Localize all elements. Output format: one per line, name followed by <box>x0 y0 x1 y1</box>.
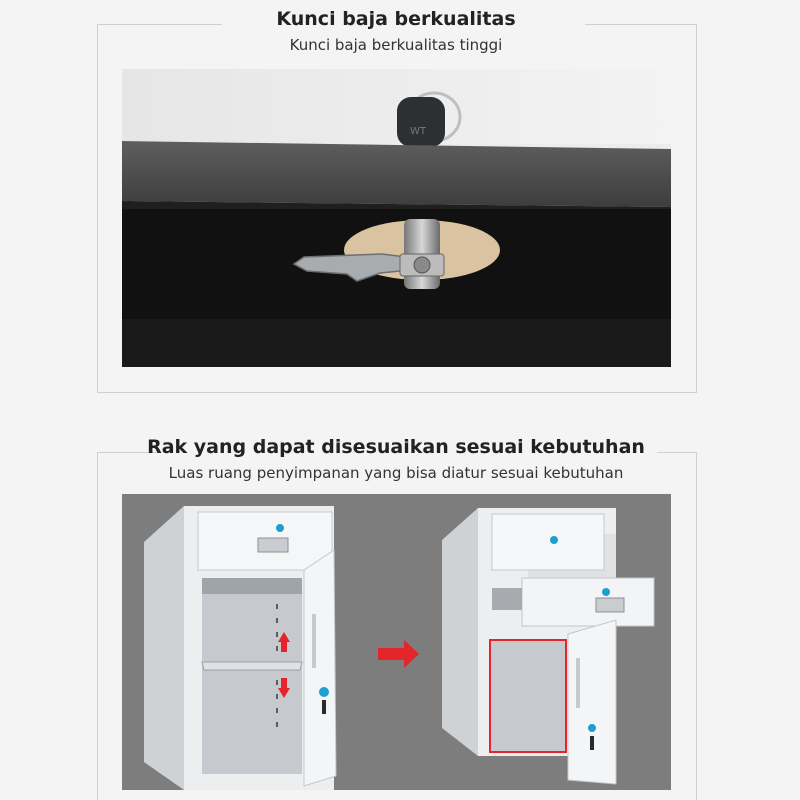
shelf-title: Rak yang dapat disesuaikan sesuai kebutuhan <box>147 436 645 458</box>
lock-subtitle: Kunci baja berkualitas tinggi <box>289 36 503 54</box>
lock-title: Kunci baja berkualitas <box>276 8 516 30</box>
lock-photo-illustration <box>122 69 671 367</box>
shelf-photo-illustration <box>122 494 671 790</box>
lock-photo <box>122 69 671 367</box>
svg-text:WT: WT <box>410 126 426 137</box>
shelf-photo <box>122 494 671 790</box>
shelf-subtitle: Luas ruang penyimpanan yang bisa diatur sesuai kebutuhan <box>168 464 624 482</box>
